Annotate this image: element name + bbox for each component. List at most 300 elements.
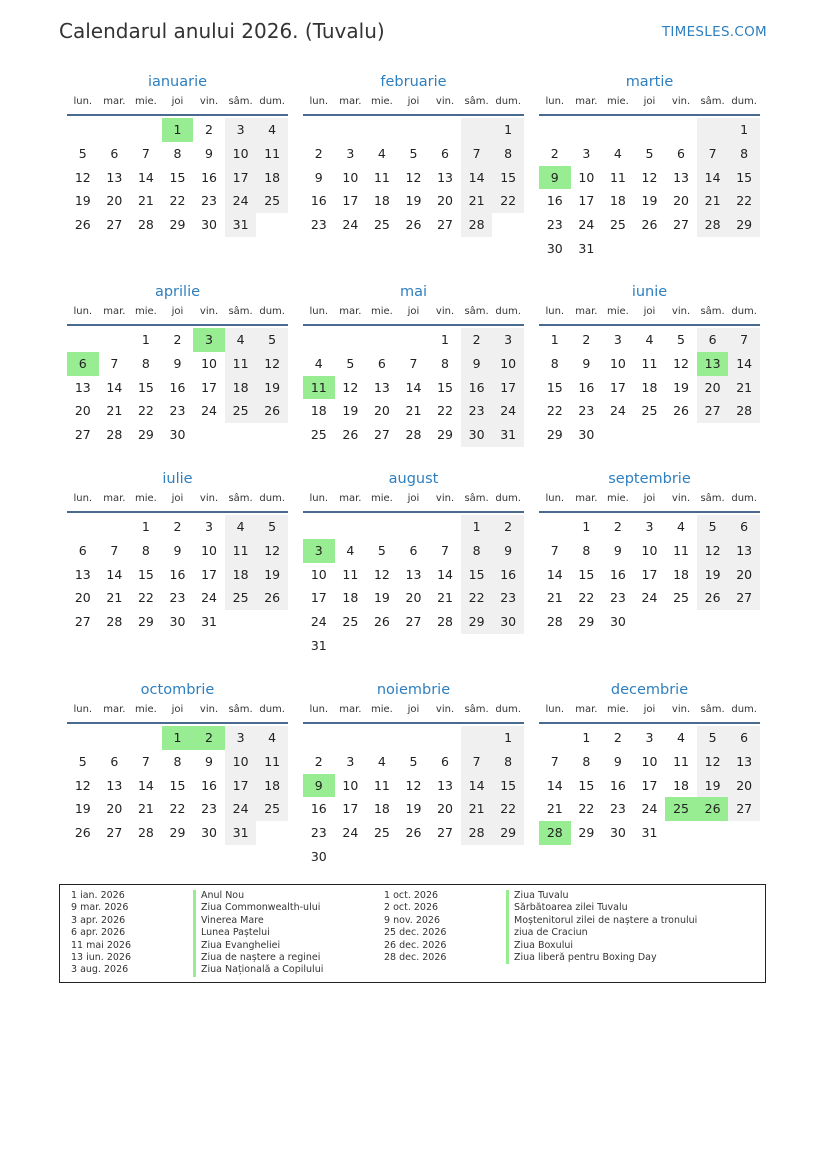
day-cell: 26 [373, 614, 390, 630]
day-cell: 21 [697, 189, 729, 213]
weekday-label: joi [643, 306, 656, 317]
day-cell: 7 [141, 753, 150, 769]
day-cell: 21 [728, 376, 760, 400]
day-cell: 1 [582, 730, 591, 745]
weekday-label: joi [171, 306, 184, 317]
day-blank [366, 726, 398, 750]
day-cell: 9 [492, 539, 524, 563]
month-februarie [303, 72, 524, 237]
day-cell: 4 [613, 145, 622, 161]
day-cell: 30 [201, 825, 217, 841]
weekday-label: sâm. [228, 306, 253, 317]
day-blank [130, 726, 162, 750]
day-cell: 17 [641, 566, 658, 582]
day-cell: 4 [314, 355, 323, 371]
day-cell: 28 [461, 821, 493, 845]
day-cell: 11 [673, 753, 689, 769]
day-cell: 30 [169, 614, 186, 630]
day-cell: 13 [437, 777, 453, 793]
site-link[interactable]: TIMESLES.COM [661, 24, 767, 40]
day-cell: 8 [582, 542, 591, 558]
day-blank [539, 118, 571, 142]
legend-dates-left [71, 890, 131, 977]
day-blank [303, 726, 335, 750]
day-cell: 28 [137, 217, 154, 233]
weekday-label: vin. [199, 493, 219, 504]
day-grid [303, 328, 524, 447]
day-cell: 9 [613, 753, 622, 769]
day-cell: 21 [546, 590, 563, 606]
day-cell: 5 [409, 145, 418, 161]
day-cell: 8 [550, 355, 559, 371]
day-blank [366, 328, 398, 352]
day-cell: 17 [201, 566, 217, 582]
weekday-label: mie. [370, 493, 393, 504]
day-cell: 1 [550, 332, 559, 347]
month-aprilie [67, 282, 288, 447]
day-cell: 16 [609, 566, 626, 582]
day-blank [429, 118, 461, 142]
weekday-label: mie. [134, 493, 157, 504]
day-cell: 10 [201, 355, 217, 371]
day-cell: 30 [546, 240, 563, 256]
weekday-header [539, 702, 760, 724]
weekday-label: dum. [259, 306, 285, 317]
holiday-day: 26 [697, 797, 729, 821]
day-cell: 6 [728, 515, 760, 539]
weekday-label: vin. [435, 704, 455, 715]
holiday-day: 25 [665, 797, 697, 821]
day-cell: 6 [110, 753, 119, 769]
day-cell: 30 [578, 427, 595, 443]
day-cell: 1 [461, 515, 493, 539]
day-cell: 9 [173, 355, 182, 371]
day-cell: 17 [225, 166, 257, 190]
weekday-label: mie. [134, 306, 157, 317]
day-cell: 17 [201, 379, 217, 395]
day-cell: 5 [377, 542, 386, 558]
weekday-header [303, 94, 524, 116]
day-cell: 15 [492, 166, 524, 190]
day-cell: 1 [441, 332, 449, 347]
weekday-label: vin. [199, 306, 219, 317]
legend-holiday-date: 1 oct. 2026 [384, 890, 439, 901]
holiday-day: 28 [539, 821, 571, 845]
day-cell: 16 [609, 777, 626, 793]
legend-holiday-date: 2 oct. 2026 [384, 902, 439, 914]
month-name: februarie [380, 74, 447, 90]
day-cell: 25 [310, 427, 327, 443]
weekday-label: joi [407, 493, 420, 504]
day-cell: 8 [141, 355, 150, 371]
day-cell: 28 [546, 614, 563, 630]
day-cell: 14 [546, 566, 563, 582]
day-cell: 24 [225, 797, 257, 821]
day-cell: 15 [169, 777, 186, 793]
day-cell: 17 [225, 774, 257, 798]
day-cell: 26 [256, 586, 288, 610]
day-cell: 8 [728, 142, 760, 166]
weekday-label: vin. [671, 96, 691, 107]
day-cell: 31 [641, 825, 658, 841]
day-cell: 27 [106, 217, 123, 233]
month-name: iulie [162, 471, 193, 487]
day-cell: 20 [728, 774, 760, 798]
day-cell: 22 [169, 193, 186, 209]
day-cell: 24 [641, 801, 658, 817]
day-cell: 30 [609, 825, 626, 841]
day-cell: 23 [609, 801, 626, 817]
day-cell: 19 [256, 376, 288, 400]
day-cell: 25 [225, 399, 257, 423]
day-cell: 31 [225, 213, 257, 237]
day-cell: 13 [106, 169, 123, 185]
day-cell: 3 [492, 328, 524, 352]
day-cell: 17 [310, 590, 327, 606]
day-cell: 29 [492, 821, 524, 845]
day-cell: 19 [342, 403, 359, 419]
day-cell: 27 [697, 399, 729, 423]
day-cell: 28 [106, 614, 123, 630]
day-cell: 19 [74, 193, 91, 209]
day-blank [398, 328, 430, 352]
weekday-label: mar. [339, 96, 362, 107]
day-cell: 21 [137, 801, 154, 817]
day-cell: 9 [205, 753, 213, 769]
day-cell: 29 [169, 825, 186, 841]
day-cell: 7 [461, 750, 493, 774]
weekday-label: mar. [103, 704, 126, 715]
month-name: august [388, 471, 439, 487]
weekday-label: dum. [259, 493, 285, 504]
weekday-label: lun. [309, 96, 329, 107]
legend-holiday-name: Ziua Commonwealth-ului [193, 902, 323, 914]
day-cell: 2 [461, 328, 493, 352]
day-cell: 20 [437, 801, 453, 817]
day-cell: 24 [225, 189, 257, 213]
day-cell: 3 [645, 519, 654, 534]
day-cell: 23 [201, 801, 217, 817]
weekday-label: vin. [671, 704, 691, 715]
weekday-label: sâm. [228, 96, 253, 107]
day-blank [429, 726, 461, 750]
day-cell: 7 [141, 145, 150, 161]
day-cell: 8 [441, 355, 449, 371]
day-cell: 18 [310, 403, 327, 419]
day-cell: 10 [641, 753, 658, 769]
day-cell: 4 [225, 515, 257, 539]
weekday-header [303, 491, 524, 513]
holiday-day: 6 [67, 352, 99, 376]
day-cell: 9 [314, 169, 323, 185]
weekday-label: dum. [495, 493, 521, 504]
weekday-label: sâm. [464, 96, 489, 107]
month-name: iunie [631, 284, 668, 300]
day-cell: 9 [461, 352, 493, 376]
day-cell: 26 [405, 825, 422, 841]
day-cell: 7 [461, 142, 493, 166]
weekday-label: lun. [545, 493, 565, 504]
legend-holiday-name: Ziua de naștere a reginei [193, 952, 323, 964]
day-cell: 26 [342, 427, 359, 443]
weekday-label: mar. [103, 493, 126, 504]
day-blank [99, 328, 131, 352]
day-cell: 26 [74, 217, 91, 233]
day-cell: 16 [201, 777, 217, 793]
day-cell: 31 [492, 423, 524, 447]
day-cell: 25 [225, 586, 257, 610]
day-cell: 16 [169, 566, 186, 582]
weekday-label: sâm. [228, 704, 253, 715]
day-cell: 19 [373, 590, 390, 606]
day-blank [634, 118, 666, 142]
day-cell: 4 [225, 328, 257, 352]
weekday-label: sâm. [700, 704, 725, 715]
day-cell: 15 [728, 166, 760, 190]
day-cell: 12 [405, 777, 422, 793]
day-cell: 17 [342, 193, 359, 209]
day-blank [366, 515, 398, 539]
day-cell: 18 [256, 166, 288, 190]
day-cell: 25 [373, 825, 390, 841]
day-cell: 22 [546, 403, 563, 419]
day-cell: 15 [169, 169, 186, 185]
day-blank [539, 726, 571, 750]
day-cell: 10 [310, 566, 327, 582]
weekday-label: sâm. [464, 306, 489, 317]
day-cell: 27 [728, 586, 760, 610]
day-cell: 5 [256, 328, 288, 352]
day-blank [398, 515, 430, 539]
weekday-label: mar. [103, 96, 126, 107]
weekday-label: lun. [309, 493, 329, 504]
legend-holiday-name: Anul Nou [193, 890, 323, 902]
day-cell: 29 [578, 614, 595, 630]
day-cell: 8 [582, 753, 591, 769]
month-iunie [539, 282, 760, 447]
day-blank [303, 118, 335, 142]
day-cell: 14 [405, 379, 422, 395]
day-cell: 7 [110, 542, 119, 558]
weekday-header [539, 491, 760, 513]
month-name: noiembrie [376, 682, 451, 698]
day-cell: 27 [405, 614, 422, 630]
day-cell: 31 [310, 637, 327, 653]
day-cell: 28 [405, 427, 422, 443]
day-cell: 2 [613, 730, 622, 745]
weekday-label: joi [643, 493, 656, 504]
day-blank [461, 118, 493, 142]
day-cell: 27 [437, 825, 453, 841]
day-cell: 15 [578, 566, 595, 582]
holiday-day: 1 [162, 726, 194, 750]
month-mai [303, 282, 524, 447]
day-cell: 13 [405, 566, 422, 582]
weekday-label: dum. [731, 704, 757, 715]
day-cell: 19 [697, 563, 729, 587]
day-cell: 11 [256, 142, 288, 166]
day-blank [398, 726, 430, 750]
day-blank [67, 726, 99, 750]
day-cell: 15 [492, 774, 524, 798]
day-cell: 2 [550, 145, 559, 161]
day-cell: 29 [137, 614, 154, 630]
weekday-label: dum. [495, 704, 521, 715]
month-ianuarie [67, 72, 288, 237]
day-cell: 14 [546, 777, 563, 793]
weekday-label: mar. [575, 96, 598, 107]
holiday-legend [59, 884, 766, 983]
day-cell: 8 [492, 142, 524, 166]
day-cell: 22 [461, 586, 493, 610]
day-cell: 23 [310, 825, 327, 841]
day-cell: 3 [346, 753, 355, 769]
month-martie [539, 72, 760, 261]
day-cell: 15 [137, 379, 154, 395]
day-cell: 7 [409, 355, 418, 371]
weekday-label: vin. [435, 493, 455, 504]
day-cell: 15 [578, 777, 595, 793]
day-cell: 25 [342, 614, 359, 630]
month-august [303, 469, 524, 658]
legend-holiday-date: 26 dec. 2026 [384, 939, 447, 951]
weekday-label: dum. [259, 96, 285, 107]
day-cell: 9 [173, 542, 182, 558]
weekday-label: joi [407, 96, 420, 107]
day-cell: 13 [106, 777, 123, 793]
day-blank [335, 515, 367, 539]
day-cell: 2 [314, 753, 323, 769]
day-cell: 23 [461, 399, 493, 423]
day-cell: 21 [405, 403, 422, 419]
day-cell: 7 [550, 542, 559, 558]
day-blank [429, 515, 461, 539]
legend-holiday-name: Ziua liberă pentru Boxing Day [506, 952, 697, 964]
day-cell: 4 [645, 332, 654, 347]
day-cell: 30 [201, 217, 217, 233]
day-cell: 10 [201, 542, 217, 558]
day-cell: 11 [256, 750, 288, 774]
day-cell: 12 [256, 539, 288, 563]
month-name: octombrie [140, 682, 215, 698]
day-cell: 14 [106, 379, 123, 395]
day-cell: 29 [546, 427, 563, 443]
holiday-day: 1 [162, 118, 194, 142]
weekday-header [303, 304, 524, 326]
day-cell: 19 [673, 379, 689, 395]
day-cell: 20 [673, 193, 689, 209]
day-cell: 18 [373, 193, 390, 209]
day-blank [602, 118, 634, 142]
legend-names-right [506, 890, 697, 964]
day-cell: 2 [173, 519, 182, 534]
holiday-day: 9 [539, 166, 571, 190]
day-cell: 20 [405, 590, 422, 606]
day-cell: 16 [492, 563, 524, 587]
day-cell: 30 [310, 848, 327, 864]
weekday-header [67, 94, 288, 116]
day-cell: 26 [641, 217, 658, 233]
day-cell: 17 [609, 379, 626, 395]
day-cell: 12 [697, 750, 729, 774]
day-cell: 22 [437, 403, 453, 419]
day-cell: 17 [641, 777, 658, 793]
day-cell: 5 [78, 145, 87, 161]
day-cell: 7 [697, 142, 729, 166]
day-cell: 12 [673, 355, 689, 371]
legend-holiday-name: Moștenitorul zilei de naștere a tronului [506, 915, 697, 927]
weekday-label: joi [171, 96, 184, 107]
day-cell: 2 [205, 122, 213, 137]
page-title: Calendarul anului 2026. (Tuvalu) [59, 19, 385, 43]
day-cell: 26 [673, 403, 689, 419]
day-cell: 22 [169, 801, 186, 817]
day-cell: 16 [578, 379, 595, 395]
weekday-label: mie. [606, 96, 629, 107]
day-cell: 23 [169, 590, 186, 606]
day-cell: 20 [106, 801, 123, 817]
weekday-label: joi [643, 704, 656, 715]
day-cell: 4 [256, 118, 288, 142]
day-cell: 14 [137, 777, 154, 793]
day-cell: 12 [641, 169, 658, 185]
weekday-label: mie. [370, 96, 393, 107]
day-cell: 2 [582, 332, 591, 347]
day-cell: 28 [697, 213, 729, 237]
day-cell: 27 [437, 217, 453, 233]
day-cell: 9 [613, 542, 622, 558]
day-cell: 4 [256, 726, 288, 750]
day-cell: 12 [342, 379, 359, 395]
day-cell: 17 [578, 193, 595, 209]
day-cell: 12 [256, 352, 288, 376]
day-cell: 8 [173, 145, 182, 161]
day-cell: 29 [578, 825, 595, 841]
day-cell: 22 [578, 801, 595, 817]
day-cell: 10 [342, 777, 359, 793]
day-cell: 23 [609, 590, 626, 606]
day-cell: 2 [314, 145, 323, 161]
day-cell: 20 [697, 376, 729, 400]
day-cell: 18 [641, 379, 658, 395]
holiday-day: 13 [697, 352, 729, 376]
day-cell: 3 [225, 118, 257, 142]
weekday-header [67, 304, 288, 326]
weekday-label: mie. [370, 704, 393, 715]
day-grid [67, 515, 288, 634]
day-grid [67, 726, 288, 845]
weekday-label: sâm. [228, 493, 253, 504]
day-cell: 31 [201, 614, 217, 630]
weekday-label: sâm. [700, 96, 725, 107]
day-cell: 3 [205, 519, 213, 534]
day-cell: 15 [137, 566, 154, 582]
day-cell: 30 [169, 427, 186, 443]
holiday-day: 2 [193, 726, 225, 750]
day-cell: 10 [578, 169, 595, 185]
day-cell: 5 [645, 145, 654, 161]
day-cell: 16 [546, 193, 563, 209]
day-cell: 2 [492, 515, 524, 539]
legend-holiday-name: Vinerea Mare [193, 915, 323, 927]
day-cell: 28 [461, 213, 493, 237]
day-cell: 26 [405, 217, 422, 233]
day-cell: 13 [74, 566, 91, 582]
day-blank [398, 118, 430, 142]
month-iulie [67, 469, 288, 634]
day-cell: 6 [441, 753, 449, 769]
legend-names-left [193, 890, 323, 977]
